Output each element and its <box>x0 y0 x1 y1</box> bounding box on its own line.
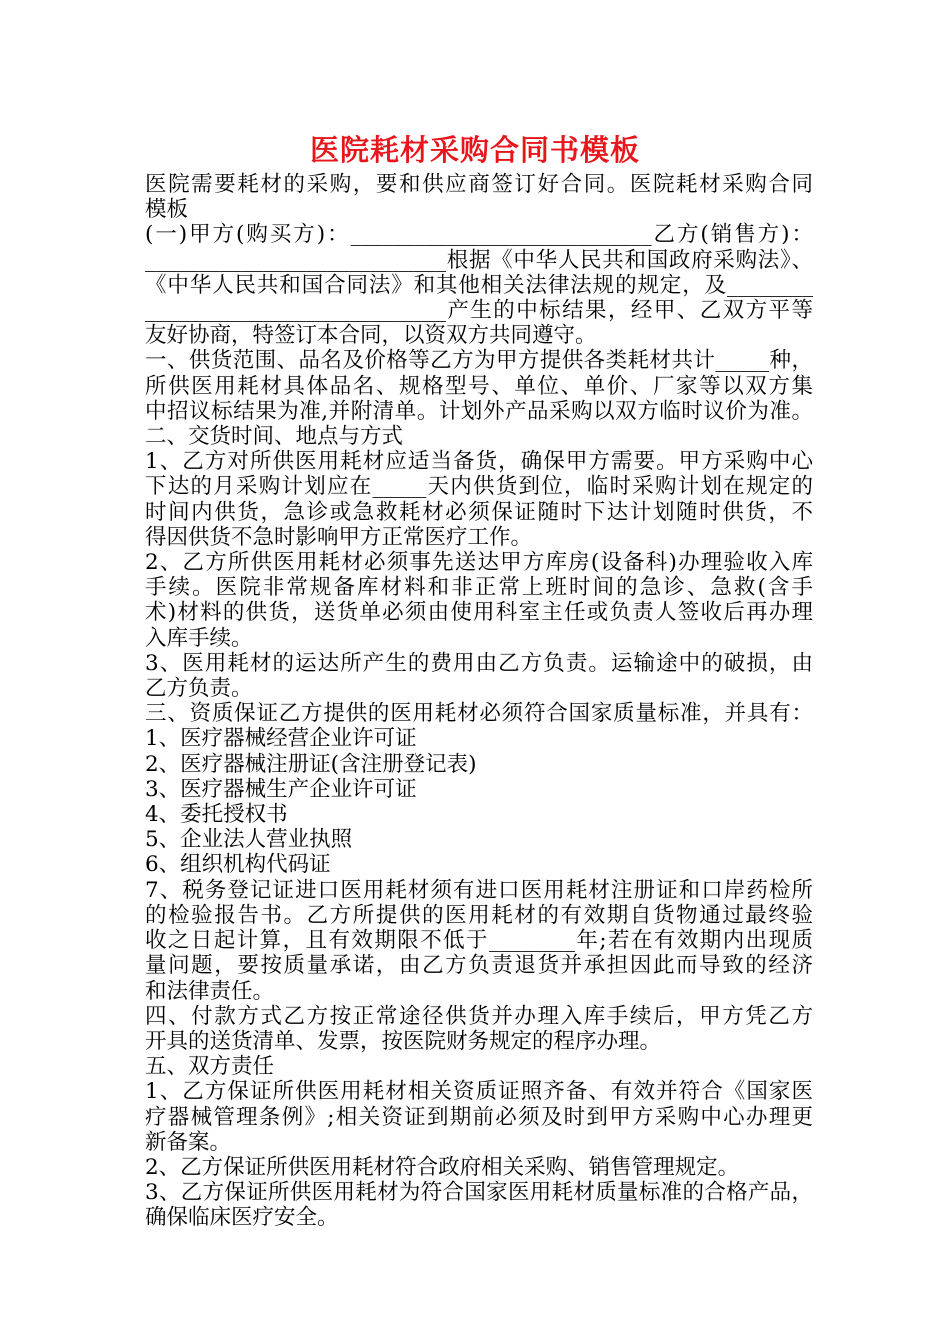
body-line: 2、乙方保证所供医用耗材符合政府相关采购、销售管理规定。 <box>145 1154 740 1180</box>
body-line: 3、医用耗材的运达所产生的费用由乙方负责。运输途中的破损，由 <box>145 650 813 676</box>
body-line: 一、供货范围、品名及价格等乙方为甲方提供各类耗材共计_____种， <box>145 348 813 374</box>
body-line: 《中华人民共和国合同法》和其他相关法律法规的规定，及________ <box>145 272 813 298</box>
body-line: ____________________________产生的中标结果，经甲、乙双方平等 <box>145 298 813 324</box>
body-line: 时间内供货，急诊或急救耗材必须保证随时下达计划随时供货，不 <box>145 499 813 525</box>
body-line: 6、组织机构代码证 <box>145 852 331 878</box>
body-line: 得因供货不急时影响甲方正常医疗工作。 <box>145 524 533 550</box>
body-line: 疗器械管理条例》;相关资证到期前必须及时到甲方采购中心办理更 <box>145 1104 813 1130</box>
body-line: 乙方负责。 <box>145 676 253 702</box>
body-line: 五、双方责任 <box>145 1054 275 1080</box>
body-line: 量问题，要按质量承诺，由乙方负责退货并承担因此而导致的经济 <box>145 953 813 979</box>
body-line: 3、医疗器械生产企业许可证 <box>145 776 417 802</box>
body-line: 1、乙方保证所供医用耗材相关资质证照齐备、有效并符合《国家医 <box>145 1079 813 1105</box>
body-line: 2、乙方所供医用耗材必须事先送达甲方库房(设备科)办理验收入库 <box>145 550 813 576</box>
body-line: 模板 <box>145 197 189 223</box>
body-line: 新备案。 <box>145 1129 232 1155</box>
body-line: 三、资质保证乙方提供的医用耗材必须符合国家质量标准，并具有： <box>145 701 813 727</box>
body-line: 医院需要耗材的采购，要和供应商签订好合同。医院耗材采购合同 <box>145 172 813 197</box>
body-line: 和法律责任。 <box>145 978 275 1004</box>
body-line: 中招议标结果为准,并附清单。计划外产品采购以双方临时议价为准。 <box>145 398 813 424</box>
body-line: 下达的月采购计划应在_____天内供货到位，临时采购计划在规定的 <box>145 474 813 500</box>
body-line: 4、委托授权书 <box>145 802 288 828</box>
body-line: 7、税务登记证进口医用耗材须有进口医用耗材注册证和口岸药检所 <box>145 877 813 903</box>
body-line: 开具的送货清单、发票，按医院财务规定的程序办理。 <box>145 1028 662 1054</box>
body-line: 1、医疗器械经营企业许可证 <box>145 726 417 752</box>
body-line: 确保临床医疗安全。 <box>145 1205 339 1231</box>
body-line: 2、医疗器械注册证(含注册登记表) <box>145 751 477 777</box>
body-line: 术)材料的供货，送货单必须由使用科室主任或负责人签收后再办理 <box>145 600 813 626</box>
body-line: 所供医用耗材具体品名、规格型号、单位、单价、厂家等以双方集 <box>145 373 813 399</box>
document-title: 医院耗材采购合同书模板 <box>309 133 640 167</box>
body-line: 3、乙方保证所供医用耗材为符合国家医用耗材质量标准的合格产品， <box>145 1180 813 1206</box>
body-line: 友好协商，特签订本合同，以资双方共同遵守。 <box>145 323 597 349</box>
body-line: 收之日起计算，且有效期限不低于________年;若在有效期内出现质 <box>145 928 813 954</box>
document-body <box>145 172 813 1231</box>
body-line: 二、交货时间、地点与方式 <box>145 424 404 450</box>
body-line: 四、付款方式乙方按正常途径供货并办理入库手续后，甲方凭乙方 <box>145 1003 813 1029</box>
body-line: ____________________________根据《中华人民共和国政府采购法》、 <box>145 247 813 273</box>
body-line: 1、乙方对所供医用耗材应适当备货，确保甲方需要。甲方采购中心 <box>145 449 813 475</box>
body-line: 的检验报告书。乙方所提供的医用耗材的有效期自货物通过最终验 <box>145 902 813 928</box>
body-line: (一)甲方(购买方)：____________________________乙方(销售方)： <box>145 222 813 248</box>
body-line: 5、企业法人营业执照 <box>145 827 353 853</box>
body-line: 入库手续。 <box>145 625 253 651</box>
body-line: 手续。医院非常规备库材料和非正常上班时间的急诊、急救(含手 <box>145 575 813 601</box>
